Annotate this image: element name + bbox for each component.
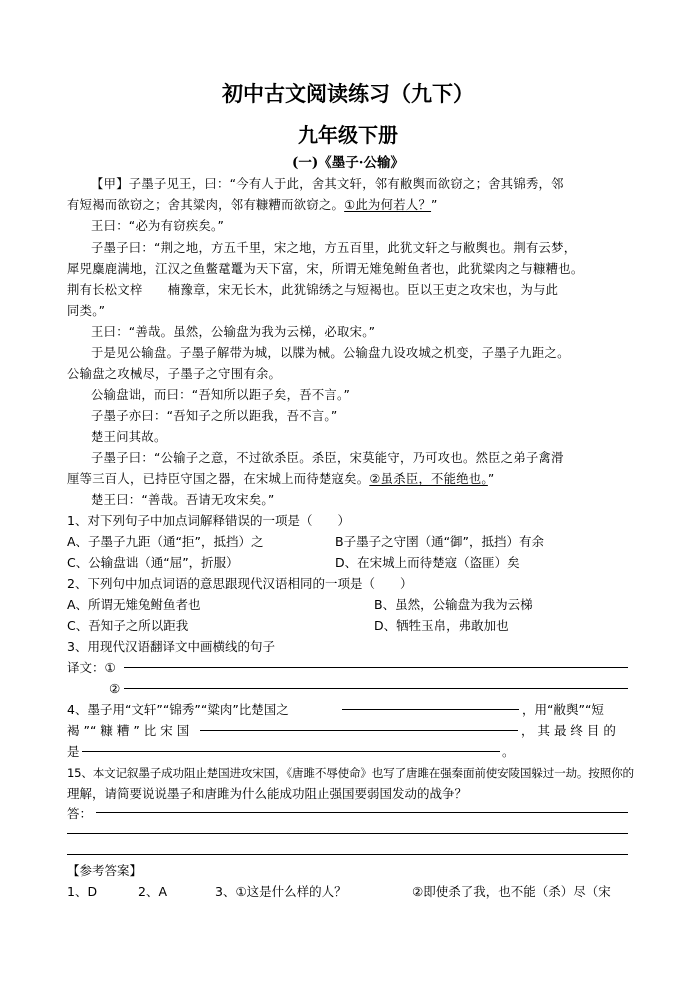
document-title: 初中古文阅读练习（九下） <box>222 81 474 106</box>
reference-answer-3: 3、①这是什么样的人？ <box>215 884 347 899</box>
passage-line: 于是见公输盘。子墨子解带为城，以牒为械。公输盘九设攻城之机变，子墨子九距之。 <box>91 346 570 360</box>
question-4-text: ， 其 最 终 目 的 <box>521 723 616 738</box>
answer-label: 答： <box>67 806 93 821</box>
translation-label: 译文：① <box>67 660 116 675</box>
reference-answer-2: 2、A <box>138 884 168 899</box>
answer-blank-2[interactable] <box>67 833 628 834</box>
underlined-sentence-1: ①此为何若人？ <box>344 198 432 212</box>
q1-option-b: B子墨子之守圉（通“御”，抵挡）有余 <box>335 534 545 549</box>
translation-blank-1[interactable] <box>124 667 628 668</box>
passage-line <box>67 197 438 213</box>
passage-line: 荆有长松文梓 楠豫章，宋无长木，此犹锦绣之与短褐也。臣以王吏之攻宋也，为与此 <box>67 283 559 297</box>
passage-line: 楚王问其故。 <box>91 430 167 444</box>
question-4-text: 是 <box>67 744 80 759</box>
answer-blank-1[interactable] <box>96 812 628 813</box>
passage-text: ” <box>431 198 438 212</box>
q2-option-d: D、牺牲玉帛，弗敢加也 <box>374 618 509 633</box>
q2-option-a: A、所谓无雉兔鲋鱼者也 <box>67 597 201 612</box>
q1-option-c: C、公输盘诎（通“屈”，折服） <box>67 555 239 570</box>
question-4-text: 。 <box>502 744 515 759</box>
passage-line: 子墨子亦曰：“吾知子之所以距我，吾不言。” <box>91 409 338 423</box>
underlined-sentence-2: ②虽杀臣，不能绝也。 <box>369 472 488 486</box>
passage-text: 有短褐而欲窃之；舍其粱肉，邻有糠糟而欲窃之。 <box>67 198 345 212</box>
passage-text: ” <box>487 472 495 486</box>
question-1: 1、对下列句子中加点词解释错误的一项是（ ） <box>67 513 350 528</box>
question-15: 15、本文记叙墨子成功阻止楚国进攻宋国，《唐雎不辱使命》也写了唐雎在强秦面前使安陵国躲过一劫。按照你的 <box>67 766 634 780</box>
q2-option-c: C、吾知子之所以距我 <box>67 618 189 633</box>
question-4-text: 4、墨子用“文轩”“锦秀”“粱肉”比楚国之 <box>67 702 289 717</box>
passage-text: 厘等三百人，已持臣守国之器，在宋城上而待楚寇矣。 <box>67 472 370 486</box>
passage-line: 楚王曰：“善哉。吾请无攻宋矣。” <box>91 493 275 507</box>
question-3: 3、用现代汉语翻译文中画横线的句子 <box>67 639 275 654</box>
passage-line: 【甲】子墨子见王，曰：“今有人于此，舍其文轩，邻有敝舆而欲窃之；舍其锦秀，邻 <box>91 177 564 191</box>
translation-blank-2[interactable] <box>124 688 628 689</box>
passage-line: 公输盘之攻械尽，子墨子之守围有余。 <box>67 367 282 381</box>
q2-option-b: B、虽然，公输盘为我为云梯 <box>374 597 533 612</box>
question-4-text: ，用“敝舆”“短 <box>522 702 604 717</box>
passage-line: 王曰：“必为有窃疾矣。” <box>91 219 225 233</box>
question-15: 理解，请简要说说墨子和唐雎为什么能成功阻止强国要弱国发动的战争？ <box>67 786 468 801</box>
reference-heading: 【参考答案】 <box>67 863 143 878</box>
passage-line: 子墨子曰：“公输子之意，不过欲杀臣。杀臣，宋莫能守，乃可攻也。然臣之弟子禽滑 <box>91 451 564 465</box>
passage-line: 同类。” <box>67 304 106 318</box>
question-2: 2、下列句中加点词语的意思跟现代汉语相同的一项是（ ） <box>67 576 413 591</box>
reference-answer-3b: ②即使杀了我，也不能（杀）尽（宋 <box>412 884 611 899</box>
question-4-text: 褐 ”“ 糠 糟 ” 比 宋 国 <box>67 723 190 738</box>
passage-line: 犀兕麋鹿满地，江汉之鱼鳖鼋鼍为天下富，宋，所谓无雉兔鲋鱼者也，此犹粱肉之与糠糟也。 <box>67 262 584 276</box>
passage-line: 公输盘诎，而曰：“吾知所以距子矣，吾不言。” <box>91 388 351 402</box>
q4-blank-3[interactable] <box>82 751 500 752</box>
q4-blank-1[interactable] <box>342 709 519 710</box>
passage-line: 王曰：“善哉。虽然，公输盘为我为云梯，必取宋。” <box>91 325 376 339</box>
q1-option-d: D、在宋城上而待楚寇（盗匪）矣 <box>335 555 520 570</box>
translation-label-2: ② <box>109 681 121 696</box>
grade-subtitle: 九年级下册 <box>298 123 398 147</box>
passage-line <box>67 471 495 487</box>
reference-answer-1: 1、D <box>67 884 98 899</box>
answer-blank-3[interactable] <box>67 854 628 855</box>
q1-option-a: A、子墨子九距（通“拒”，抵挡）之 <box>67 534 264 549</box>
passage-line: 子墨子曰：“荆之地，方五千里，宋之地，方五百里，此犹文轩之与敝舆也。荆有云梦， <box>91 241 577 255</box>
section-title: (一)《墨子·公输》 <box>292 155 404 171</box>
q4-blank-2[interactable] <box>200 730 518 731</box>
